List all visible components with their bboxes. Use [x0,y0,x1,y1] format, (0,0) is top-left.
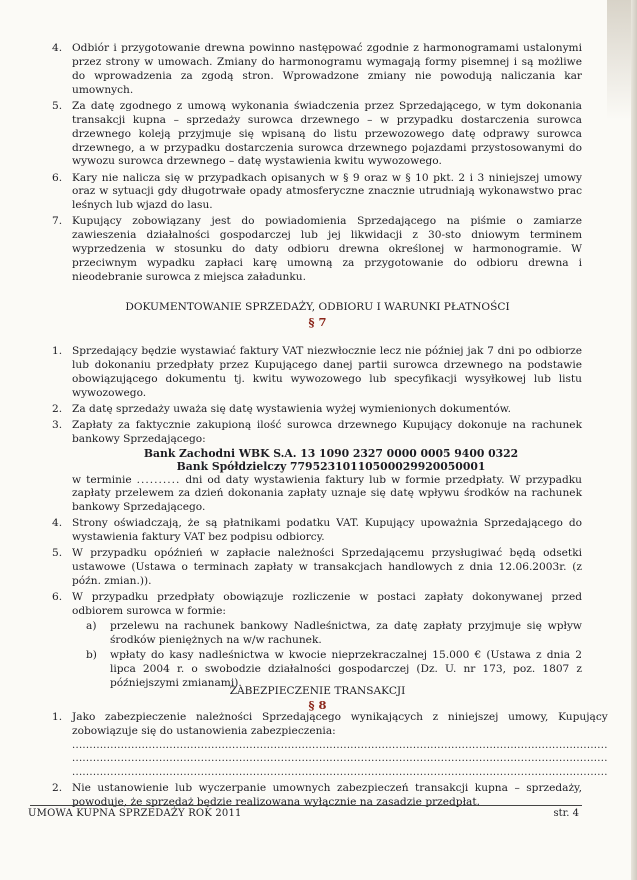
list-item [52,711,608,780]
list-item [52,517,582,545]
fill-in-line: .......................................................................................................................................................... [72,753,608,765]
payment-days-blank: .......... [136,473,181,486]
footer-title: UMOWA KUPNA SPRZEDAŻY ROK 2011 [28,808,242,819]
item-text [72,419,582,515]
section-7-paragraph-mark: § 7 [308,315,327,329]
item-text: Strony oświadczają, że są płatnikami podatku VAT. Kupujący upoważnia Sprzedającego do wystawienia faktury VAT bez podpisu odbiorcy. [72,517,582,544]
fill-in-line: .......................................................................................................................................................... [72,767,608,778]
item-number: 5. [52,99,63,112]
list-item [52,591,582,690]
item-text: W przypadku przedpłaty obowiązuje rozliczenie w postaci zapłaty dokonywanej przed odbiorem surowca w formie: [72,591,582,618]
sub-item-label: b) [86,648,97,661]
item-body [72,591,582,690]
sub-item-label: a) [86,620,97,633]
section-8-heading: ZABEZPIECZENIE TRANSAKCJI [229,685,406,697]
item-text: Sprzedający będzie wystawiać faktury VAT niezwłocznie lecz nie później jak 7 dni po odbiorze lub dokonaniu przedpłaty przez Kupującego danej partii surowca drzewnego na podstawie obowiązującego dokumentu tj. kwitu wywozowego lub specyfikacji wysyłkowej lub listu wywozowego. [72,345,582,399]
sub-item-text: wpłaty do kasy nadleśnictwa w kwocie nieprzekraczalnej 15.000 € (Ustawa z dnia 2 lipca 2004 r. o swobodzie działalności gospodarczej (Dz. U. nr 173, poz. 1807 z późniejszymi zmianami). [110,648,582,689]
item-number: 6. [52,171,63,184]
bank-account-2: Bank Spółdzielczy 77952310110500029920050001 [176,460,486,474]
item-text: Nie ustanowienie lub wyczerpanie umownych zabezpieczeń transakcji kupna – sprzedaży, powoduje, że sprzedaż będzie realizowana wyłącznie na zasadzie przedpłat. [72,781,582,808]
section-7-list [52,345,582,693]
fill-in-line: .......................................................................................................................................................... [72,739,608,751]
top-list [52,42,582,287]
list-item [52,172,582,214]
item-text: Kary nie nalicza się w przypadkach opisanych w § 9 oraz w § 10 pkt. 2 i 3 niniejszej umowy oraz w sytuacji gdy długotrwałe opady atmosferyczne znacznie utrudniają wykonawstwo prac leśnych lub wjazd do lasu. [72,171,582,212]
item-number: 1. [52,345,63,357]
item-text: Kupujący zobowiązany jest do powiadomienia Sprzedającego na piśmie o zamiarze zawieszenia działalności gospodarczej lub jej likwidacji z 30-sto dniowym terminem wyprzedzenia w stosunku do daty odbioru drewna określonej w harmonogramie. W przeciwnym wypadku zapłaci karę umowną za przygotowanie do odbioru drewna i nieodebranie surowca z miejsca załadunku. [72,215,582,284]
section-7-heading: DOKUMENTOWANIE SPRZEDAŻY, ODBIORU I WARUNKI PŁATNOŚCI [125,301,510,313]
list-item [52,42,582,98]
list-item [52,100,582,170]
item-text: Za datę zgodnego z umową wykonania świadczenia przez Sprzedającego, w tym dokonania transakcji kupna – sprzedaży surowca drzewnego – w przypadku dostarczenia surowca drzewnego koleją przyjmuje się wpisaną do listu przewozowego datę odprawy surowca drzewnego, a w przypadku dostarczenia surowca drzewnego pojazdami przystosowanymi do wywozu surowca drzewnego – datę wystawienia kwitu wywozowego. [72,99,582,168]
payment-term-label: w terminie [72,473,132,486]
list-item [52,403,582,417]
payment-term-text: dni od daty wystawienia faktury lub w formie przedpłaty. W przypadku zapłaty przelewem za dzień dokonania zapłaty uznaje się datę wpływu środków na rachunek bankowy Sprzedającego. [72,473,582,514]
item-number: 5. [52,547,63,560]
item-number: 1. [52,711,63,723]
item-number: 4. [52,42,63,54]
item-text: W przypadku opóźnień w zapłacie należności Sprzedającemu przysługiwać będą odsetki ustawowe (Ustawa o terminach zapłaty w transakcjach handlowych z dnia 12.06.2003r. (z późn. zmian.)). [72,547,582,588]
item-text: Za datę sprzedaży uważa się datę wystawienia wyżej wymienionych dokumentów. [72,402,511,415]
list-item [52,215,582,285]
list-item [52,419,582,515]
item-text: Odbiór i przygotowanie drewna powinno następować zgodnie z harmonogramami ustalonymi przez strony w umowach. Zmiany do harmonogramu wymagają formy pisemnej i są możliwe do wprowadzenia za zgodą stron. Wprowadzone zmiany nie powodują naliczania kar umownych. [72,42,582,96]
item-number: 2. [52,781,63,794]
payment-intro: Zapłaty za faktycznie zakupioną ilość surowca drzewnego Kupujący dokonuje na rachunek bankowy Sprzedającego: [72,418,582,445]
page-number: str. 4 [553,808,579,819]
item-number: 4. [52,517,63,530]
item-number: 2. [52,402,63,415]
sub-item-text: przelewu na rachunek bankowy Nadleśnictwa, za datę zapłaty przyjmuje się wpływ środków pieniężnych na w/w rachunek. [110,620,582,647]
sub-item [72,620,582,648]
scan-edge [631,0,637,880]
bank-account-1: Bank Zachodni WBK S.A. 13 1090 2327 0000 0005 9400 0322 [143,446,519,460]
item-text: Jako zabezpieczenie należności Sprzedającego wynikających z niniejszej umowy, Kupujący zobowiązuje się do ustanowienia zabezpieczenia: [72,711,608,737]
section-8-list [52,711,608,812]
list-item [52,345,582,401]
item-number: 6. [52,591,63,604]
item-number: 7. [52,215,63,228]
section-8-paragraph-mark: § 8 [308,698,327,712]
item-body [72,711,608,780]
list-item [52,547,582,589]
footer-divider [30,805,582,806]
item-number: 3. [52,418,63,431]
